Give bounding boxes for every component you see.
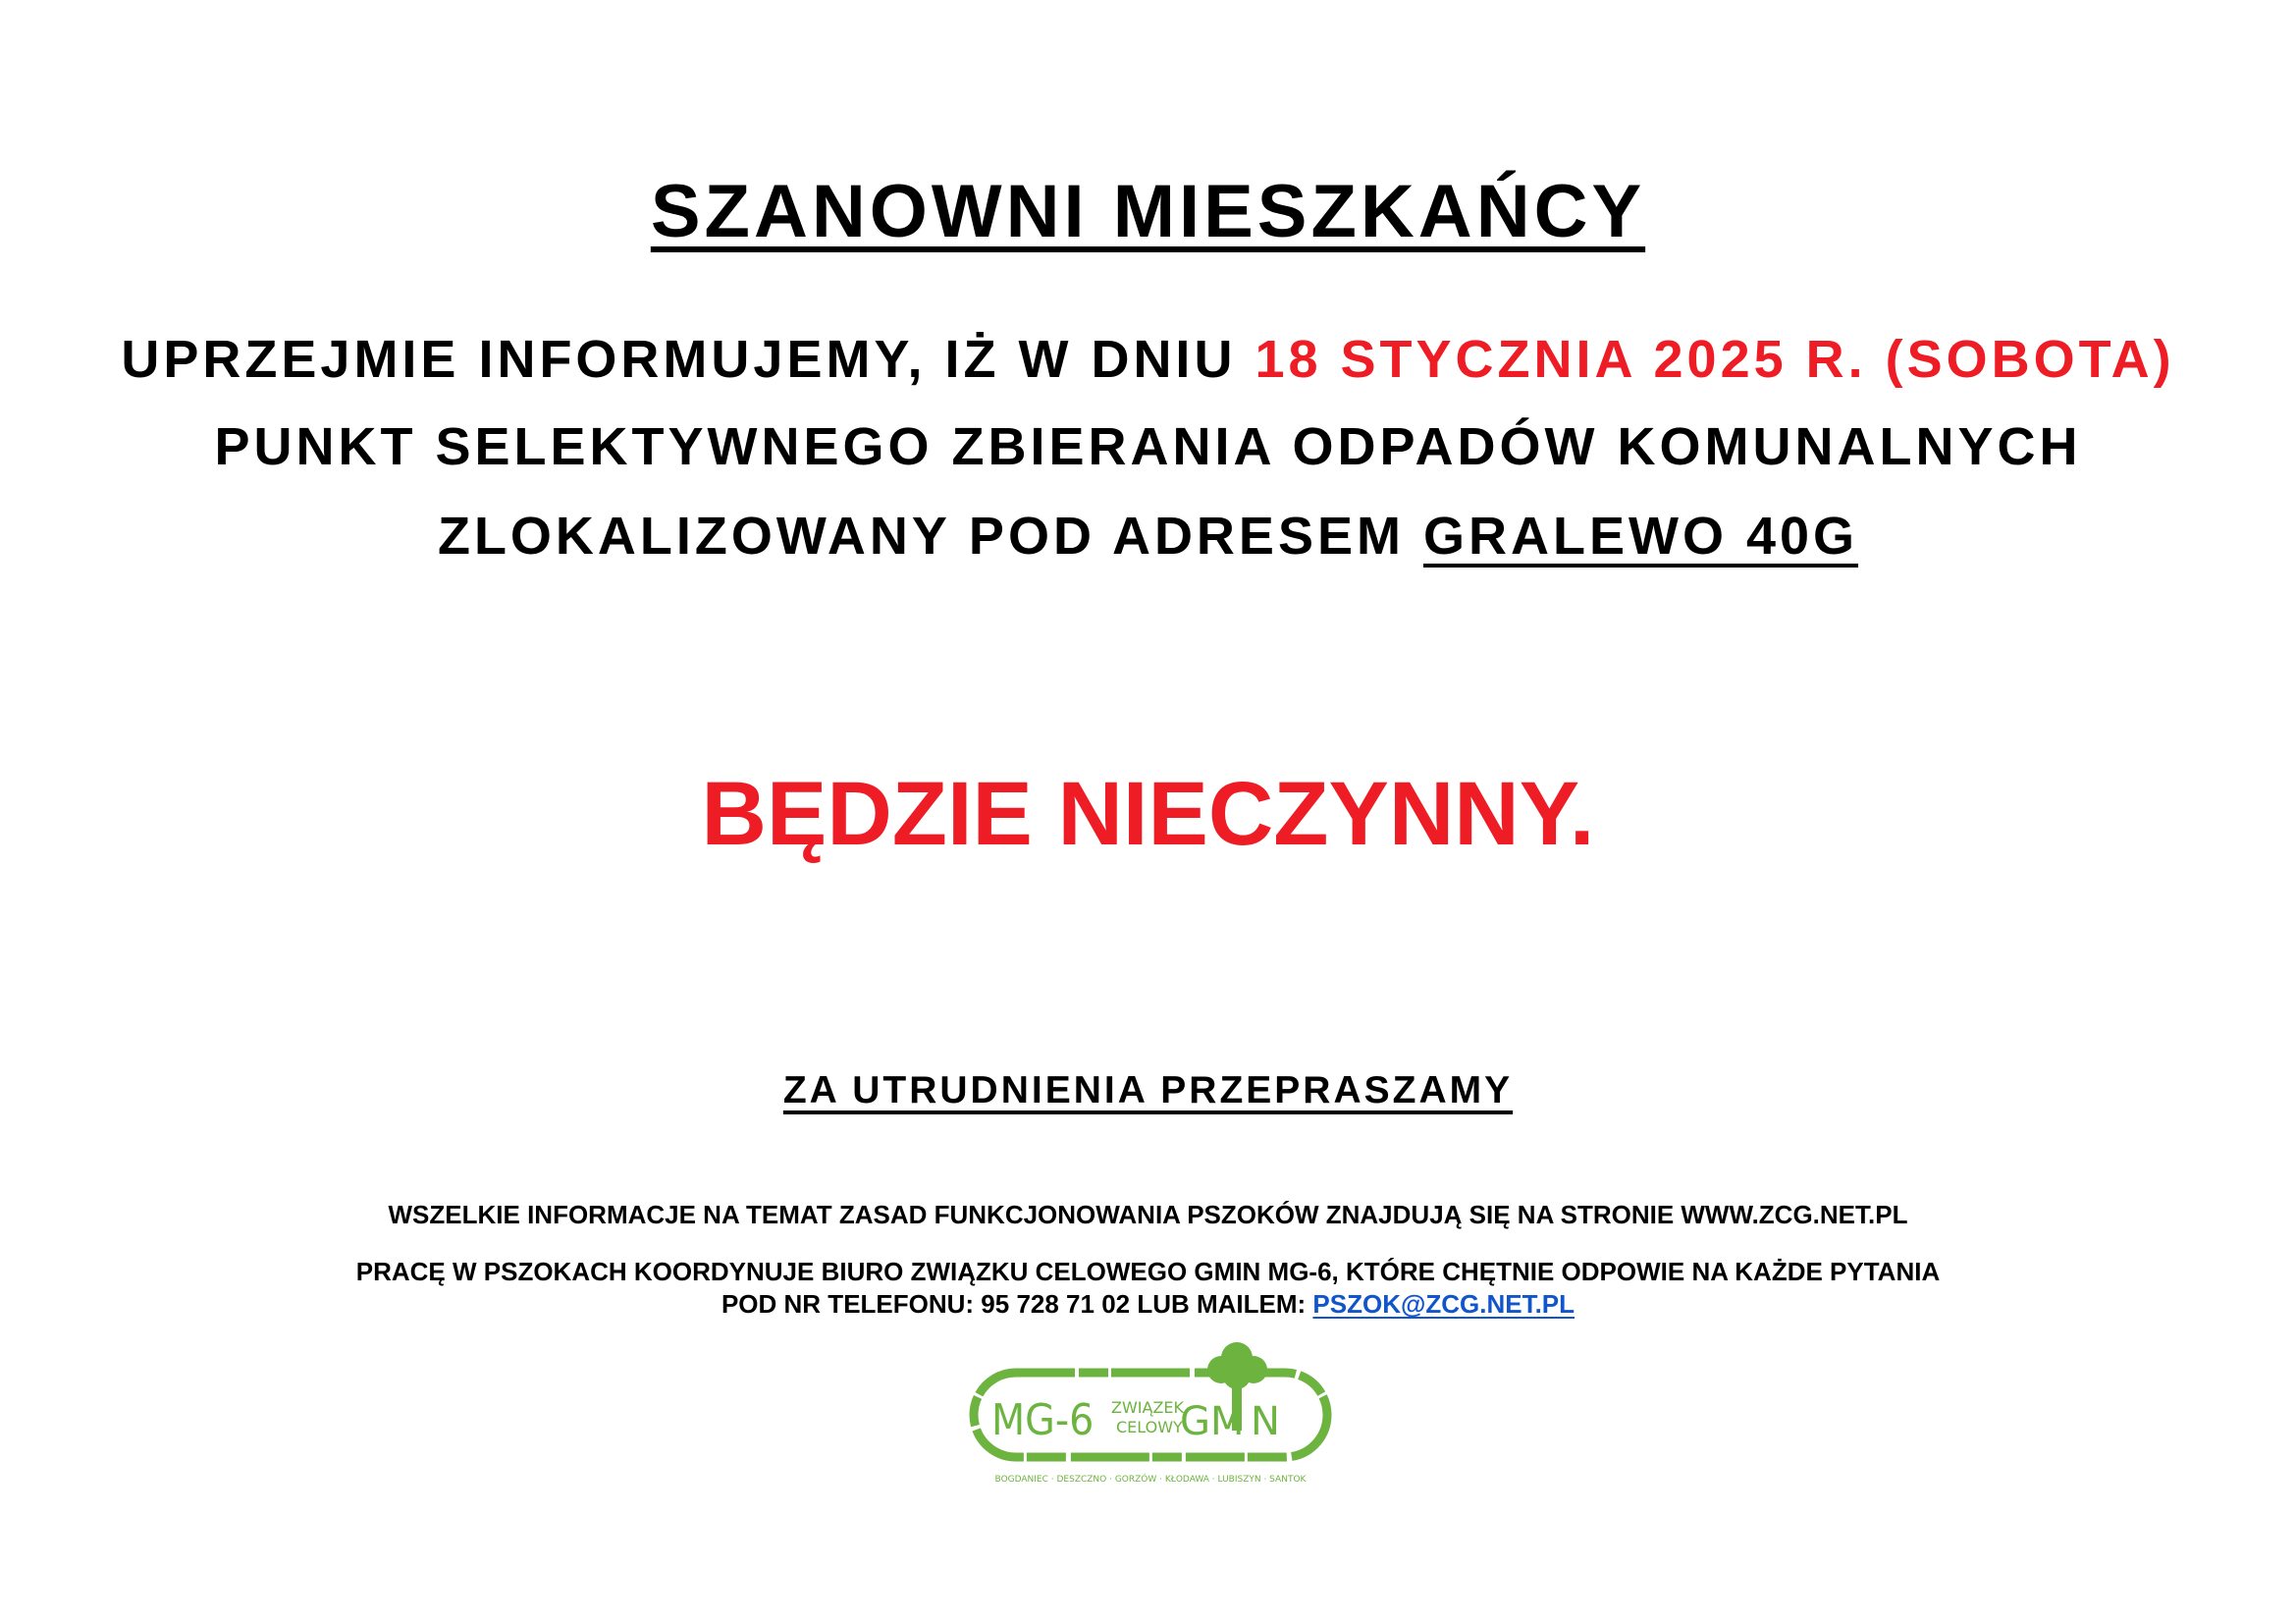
address-line [0,506,2296,567]
closure-date: 18 STYCZNIA 2025 R. (SOBOTA) [1255,330,2175,389]
address-prefix: ZLOKALIZOWANY POD ADRESEM [437,507,1423,566]
contact-line [0,1289,2296,1320]
mg6-logo [964,1338,1337,1495]
intro-prefix: UPRZEJMIE INFORMUJEMY, IŻ W DNIU [121,330,1255,389]
email-link[interactable]: PSZOK@ZCG.NET.PL [1312,1289,1575,1319]
coordination-line: PRACĘ W PSZOKACH KOORDYNUJE BIURO ZWIĄZKU CELOWEGO GMIN MG-6, KTÓRE CHĘTNIE ODPOWIE NA KAŻDE PYTANIA [355,1257,1941,1286]
logo-zwiazek: ZWIĄZEK [1111,1398,1185,1417]
intro-line [0,329,2296,390]
logo-gm: GM [1180,1399,1245,1444]
title-text: SZANOWNI MIESZKAŃCY [650,170,1646,253]
apology-line [0,1069,2296,1112]
apology-text: ZA UTRUDNIENIA PRZEPRASZAMY [782,1069,1514,1111]
mg6-logo-graphic [964,1338,1337,1495]
logo-mg6: MG-6 [991,1395,1095,1445]
logo-n: N [1251,1399,1280,1444]
logo-towns: BOGDANIEC · DESZCZNO · GORZÓW · KŁODAWA · LUBISZYN · SANTOK [994,1475,1307,1485]
info-line: WSZELKIE INFORMACJE NA TEMAT ZASAD FUNKCJONOWANIA PSZOKÓW ZNAJDUJĄ SIĘ NA STRONIE WWW.ZCG.NET.PL [388,1200,1908,1229]
logo-celowy: CELOWY [1116,1418,1183,1436]
contact-prefix: POD NR TELEFONU: 95 728 71 02 LUB MAILEM: [721,1289,1313,1319]
closed-status: BĘDZIE NIECZYNNY. [701,764,1595,864]
facility-line: PUNKT SELEKTYWNEGO ZBIERANIA ODPADÓW KOMUNALNYCH [214,417,2082,476]
address: GRALEWO 40G [1422,507,1859,566]
page-title [0,169,2296,254]
